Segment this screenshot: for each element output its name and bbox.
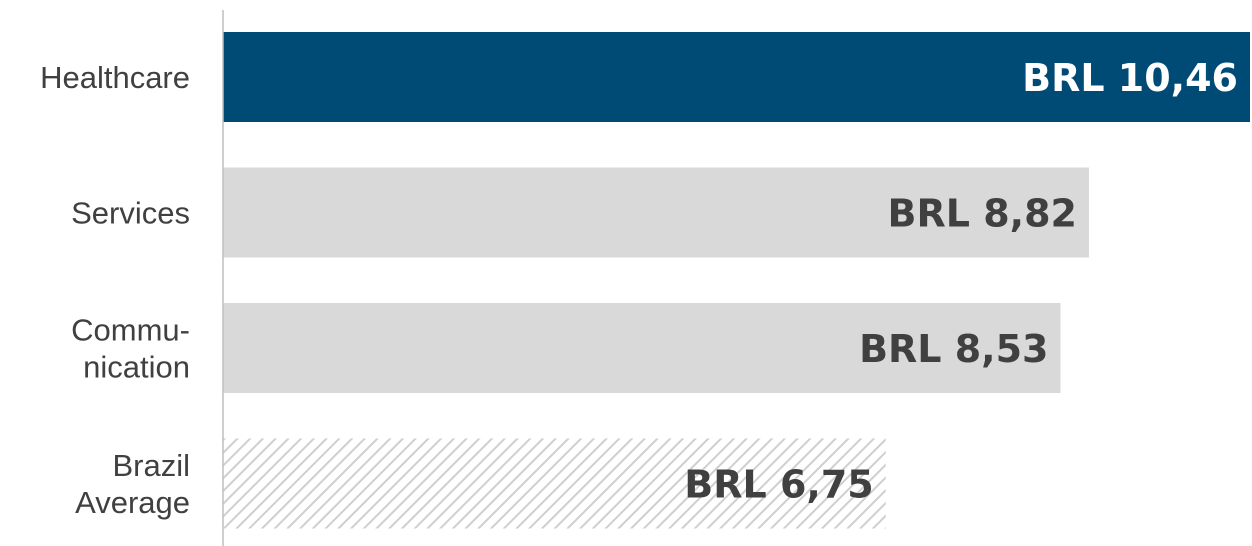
category-label-line: Services (71, 195, 190, 231)
category-label-1 (71, 196, 190, 231)
category-label-2 (71, 313, 190, 385)
category-label-line: Brazil (112, 448, 190, 483)
category-label-line: Commu- (71, 312, 190, 348)
category-label-line: nication (83, 349, 190, 385)
category-label-line: Healthcare (40, 60, 190, 95)
category-label-line: Average (75, 485, 190, 520)
value-label-0: BRL 10,46 (1022, 56, 1238, 100)
category-labels (40, 60, 190, 520)
value-label-3: BRL 6,75 (684, 462, 874, 507)
category-label-3 (75, 448, 190, 520)
value-label-1: BRL 8,82 (887, 191, 1077, 236)
value-label-2: BRL 8,53 (859, 327, 1049, 371)
bars-group (223, 32, 1250, 529)
category-label-0 (40, 60, 190, 95)
